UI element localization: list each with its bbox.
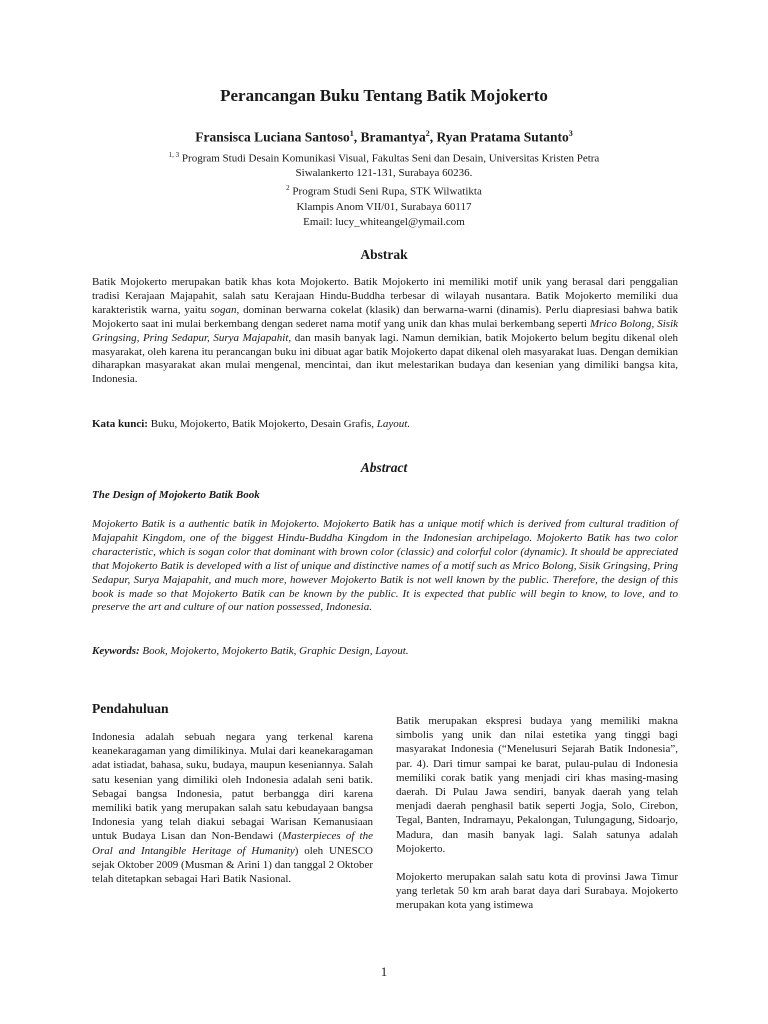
body-paragraph: Batik merupakan ekspresi budaya yang memiliki makna simbolis yang unik dan nilai estetika yang tinggi bagi masyarakat Indonesia (“Menelusuri Sejarah Batik Indonesia”, par. 4). Dari timur sampai ke barat, pulau-pulau di Indonesia memiliki corak batik yang menjadi ciri khas masing-masing daerah. Di Pulau Jawa sendiri, banyak daerah yang telah menjadi daerah penghasil batik seperti Jogja, Solo, Cirebon, Tegal, Banten, Indramayu, Pekalongan, Tulungagung, Sidoarjo, Madura, dan masih banyak lagi. Salah satunya adalah Mojokerto. [396, 715, 678, 855]
author-name: Bramantya [360, 129, 426, 145]
body-italic: Masterpieces of the Oral and Intangible Heritage of Humanity [92, 830, 373, 857]
abstrak-text: , dan masih banyak lagi. Namun demikian, batik Mojokerto belum begitu dikenal oleh masyarakat, oleh karena itu perancangan buku ini dibuat agar batik Mojokerto dapat dikenal oleh masyarakat luas. Dengan demikian diharapkan masyarakat akan mulai mengenal, mencintai, dan ikut melestarikan budaya dan kesenian yang dimiliki bangsa kita, Indonesia. [92, 331, 678, 386]
abstrak-italic: sogan [210, 303, 237, 316]
author-affil-marker: 2 [425, 129, 430, 138]
paper-title: Perancangan Buku Tentang Batik Mojokerto [220, 86, 548, 105]
kata-kunci-label: Kata kunci: [92, 418, 148, 430]
affiliation-text: Program Studi Desain Komunikasi Visual, Fakultas Seni dan Desain, Universitas Kristen Petra [179, 152, 600, 165]
author-name: Ryan Pratama Sutanto [436, 129, 569, 145]
affil-marker: 1, 3 [168, 151, 180, 159]
abstrak-text: , dominan berwarna cokelat (klasik) dan berwarna-warni (dinamis). Perlu diapresiasi bahwa batik Mojokerto saat ini mulai berkembang dengan sederet nama motif yang unik dan khas mulai berkembang seperti [92, 303, 678, 330]
keywords [92, 645, 678, 659]
body-text: Indonesia adalah sebuah negara yang terkenal karena keanekaragaman yang dimilikinya. Mulai dari keanekaragaman adat istiadat, bahasa, suku, budaya, maupun keseniannya. Salah satu kesenian yang dimiliki oleh Indonesia adalah seni batik. Sebagai bangsa Indonesia, patut berbangga diri karena memiliki batik yang merupakan salah satu kebudayaan bangsa Indonesia yang telah diakui sebagai Warisan Kemanusiaan untuk Budaya Lisan dan Non-Bendawi ( [92, 731, 373, 843]
right-column [396, 714, 678, 913]
abstrak-body [92, 276, 678, 387]
affiliations [0, 148, 768, 229]
abstrak-heading: Abstrak [360, 247, 408, 262]
keywords-text: Book, Mojokerto, Mojokerto Batik, Graphic Design, Layout. [139, 645, 409, 657]
affiliation-text: Program Studi Seni Rupa, STK Wilwatikta [289, 185, 482, 198]
author-separator: , [429, 129, 437, 145]
affiliation-line [0, 148, 768, 166]
affiliation-line: Klampis Anom VII/01, Surabaya 60117 [296, 200, 472, 213]
english-title: The Design of Mojokerto Batik Book [92, 489, 260, 501]
kata-kunci-text: Buku, Mojokerto, Batik Mojokerto, Desain Grafis, [147, 418, 377, 430]
author-affil-marker: 1 [349, 129, 354, 138]
author-affil-marker: 3 [568, 129, 573, 138]
left-column [92, 730, 373, 886]
author-separator: , [353, 129, 361, 145]
kata-kunci-italic: Layout. [376, 418, 411, 430]
page-number: 1 [380, 964, 388, 979]
body-paragraph [92, 730, 373, 886]
abstrak-italic: Mrico Bolong, Sisik Gringsing, Pring Sedapur, Surya Majapahit [92, 317, 679, 344]
author-email: Email: lucy_whiteangel@ymail.com [303, 215, 465, 228]
author-list [0, 129, 768, 146]
body-paragraph: Mojokerto merupakan salah satu kota di provinsi Jawa Timur yang terletak 50 km arah barat daya dari Surabaya. Mojokerto merupakan kota yang istimewa [396, 871, 678, 912]
kata-kunci [92, 418, 678, 432]
abstract-body: Mojokerto Batik is a authentic batik in Mojokerto. Mojokerto Batik has a unique motif which is derived from cultural tradition of Majapahit Kingdom, one of the biggest Hindu-Buddha Kingdom in the Indonesian archipelago. Mojokerto Batik has two color characteristic, which is sogan color that dominant with brown color (classic) and colorful color (dynamic). It should be appreciated that Mojokerto Batik is developed with a list of unique and distinctive names of a motif such as Mrico Bolong, Sisik Gringsing, Pring Sedapur, Surya Majapahit, and much more, however Mojokerto Batik is not well known by the public. Therefore, the design of this book is made so that Mojokerto Batik can be known by the public. It is expected that public will begin to know, to love, and to preserve the art and culture of our nation possessed, Indonesia. [92, 518, 678, 614]
body-text: ) oleh UNESCO sejak Oktober 2009 (Musman & Arini 1) dan tanggal 2 Oktober telah ditetapkan sebagai Hari Batik Nasional. [92, 844, 373, 886]
pendahuluan-heading: Pendahuluan [92, 701, 169, 716]
affiliation-line [0, 181, 768, 199]
abstrak-text: Batik Mojokerto merupakan batik khas kota Mojokerto. Batik Mojokerto ini memiliki motif unik yang berasal dari penggalian tradisi Kerajaan Majapahit, salah satu Kerajaan Hindu-Buddha terbesar di wilayah nusantara. Batik Mojokerto memiliki dua karakteristik warna, yaitu [92, 276, 678, 316]
affil-marker: 2 [286, 184, 290, 193]
keywords-label: Keywords: [92, 645, 140, 657]
author-name: Fransisca Luciana Santoso [195, 129, 350, 145]
abstract-heading: Abstract [360, 460, 408, 475]
affiliation-line: Siwalankerto 121-131, Surabaya 60236. [295, 167, 473, 180]
